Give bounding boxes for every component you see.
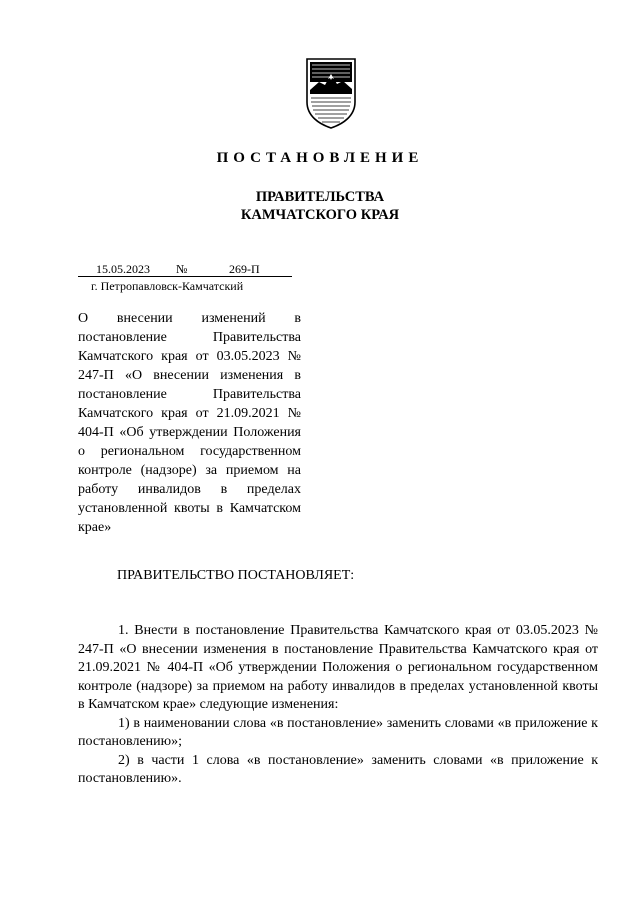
- number-sign: №: [176, 262, 188, 276]
- document-city: г. Петропавловск-Камчатский: [91, 279, 244, 293]
- body-paragraph-1: 1. Внести в постановление Правительства Камчатского края от 03.05.2023 № 247-П «О внесении изменения в постановление Правительства Камчатского края от 21.09.2021 № 404-П «Об утверждении Положения о региональном государственном контроле (надзоре) за приемом на работу инвалидов в пределах установленной квоты в Камчатском крае» следующие изменения:: [78, 623, 598, 712]
- document-number: 269-П: [229, 262, 260, 276]
- body-paragraph-3: 2) в части 1 слова «в постановление» заменить словами «в приложение к постановлению».: [78, 752, 598, 786]
- document-meta-line: [78, 262, 292, 277]
- body-paragraph-2: 1) в наименовании слова «в постановление» заменить словами «в приложение к постановлению»;: [78, 715, 598, 749]
- document-date: 15.05.2023: [96, 262, 150, 276]
- decides-heading: ПРАВИТЕЛЬСТВО ПОСТАНОВЛЯЕТ:: [117, 568, 355, 583]
- organization-line-1: ПРАВИТЕЛЬСТВА: [255, 189, 385, 205]
- document-body: [78, 622, 598, 789]
- document-subject: О внесении изменений в постановление Правительства Камчатского края от 03.05.2023 № 247-П «О внесении изменения в постановление Правительства Камчатского края от 21.09.2021 № 404-П «Об утверждении Положения о региональном государственном контроле (надзоре) за приемом на работу инвалидов в пределах установленной квоты в Камчатском крае»: [78, 311, 301, 535]
- document-title: ПОСТАНОВЛЕНИЕ: [216, 150, 424, 166]
- organization-line-2: КАМЧАТСКОГО КРАЯ: [240, 207, 400, 223]
- kamchatka-coat-of-arms-icon: [303, 56, 359, 130]
